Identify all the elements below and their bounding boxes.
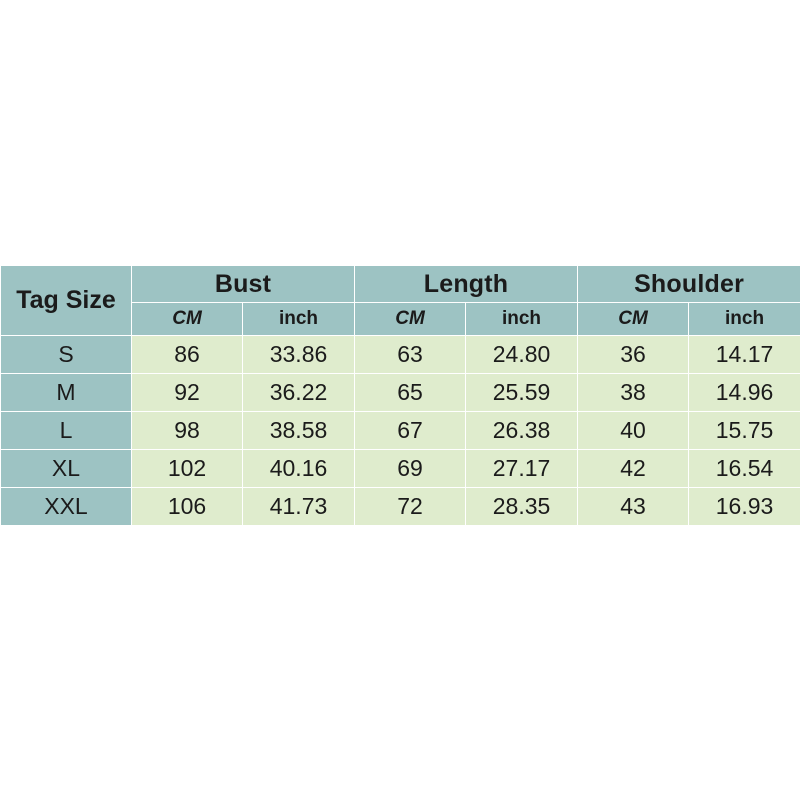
table-header	[1, 266, 800, 336]
cell-xxl-bust-inch: 41.73	[243, 488, 355, 526]
cell-xl-bust-cm: 102	[132, 450, 243, 488]
row-label-l: L	[1, 412, 132, 450]
header-unit-length-cm: CM	[355, 303, 466, 336]
cell-xl-length-cm: 69	[355, 450, 466, 488]
header-tag-size: Tag Size	[1, 266, 132, 336]
header-group-bust: Bust	[132, 266, 355, 303]
table-row	[1, 374, 800, 412]
cell-xxl-length-cm: 72	[355, 488, 466, 526]
cell-l-shoulder-inch: 15.75	[689, 412, 800, 450]
cell-xl-bust-inch: 40.16	[243, 450, 355, 488]
cell-m-shoulder-inch: 14.96	[689, 374, 800, 412]
cell-s-shoulder-cm: 36	[578, 336, 689, 374]
cell-s-bust-inch: 33.86	[243, 336, 355, 374]
table-row	[1, 336, 800, 374]
row-label-xl: XL	[1, 450, 132, 488]
cell-m-shoulder-cm: 38	[578, 374, 689, 412]
size-chart-table	[0, 265, 800, 526]
cell-s-bust-cm: 86	[132, 336, 243, 374]
cell-s-length-cm: 63	[355, 336, 466, 374]
cell-l-bust-inch: 38.58	[243, 412, 355, 450]
table-row	[1, 450, 800, 488]
row-label-xxl: XXL	[1, 488, 132, 526]
row-label-s: S	[1, 336, 132, 374]
cell-xl-shoulder-cm: 42	[578, 450, 689, 488]
header-unit-shoulder-cm: CM	[578, 303, 689, 336]
cell-m-bust-cm: 92	[132, 374, 243, 412]
cell-xxl-shoulder-inch: 16.93	[689, 488, 800, 526]
row-label-m: M	[1, 374, 132, 412]
cell-l-length-cm: 67	[355, 412, 466, 450]
cell-xl-length-inch: 27.17	[466, 450, 578, 488]
cell-xxl-shoulder-cm: 43	[578, 488, 689, 526]
header-unit-bust-inch: inch	[243, 303, 355, 336]
header-unit-length-inch: inch	[466, 303, 578, 336]
header-group-row	[1, 266, 800, 303]
cell-m-bust-inch: 36.22	[243, 374, 355, 412]
header-group-shoulder: Shoulder	[578, 266, 800, 303]
cell-xl-shoulder-inch: 16.54	[689, 450, 800, 488]
cell-xxl-length-inch: 28.35	[466, 488, 578, 526]
header-unit-bust-cm: CM	[132, 303, 243, 336]
cell-xxl-bust-cm: 106	[132, 488, 243, 526]
cell-m-length-cm: 65	[355, 374, 466, 412]
cell-s-shoulder-inch: 14.17	[689, 336, 800, 374]
cell-l-length-inch: 26.38	[466, 412, 578, 450]
size-chart-container	[0, 265, 800, 526]
cell-s-length-inch: 24.80	[466, 336, 578, 374]
table-row	[1, 412, 800, 450]
table-row	[1, 488, 800, 526]
cell-l-bust-cm: 98	[132, 412, 243, 450]
header-group-length: Length	[355, 266, 578, 303]
header-unit-shoulder-inch: inch	[689, 303, 800, 336]
table-body	[1, 336, 800, 526]
cell-m-length-inch: 25.59	[466, 374, 578, 412]
cell-l-shoulder-cm: 40	[578, 412, 689, 450]
